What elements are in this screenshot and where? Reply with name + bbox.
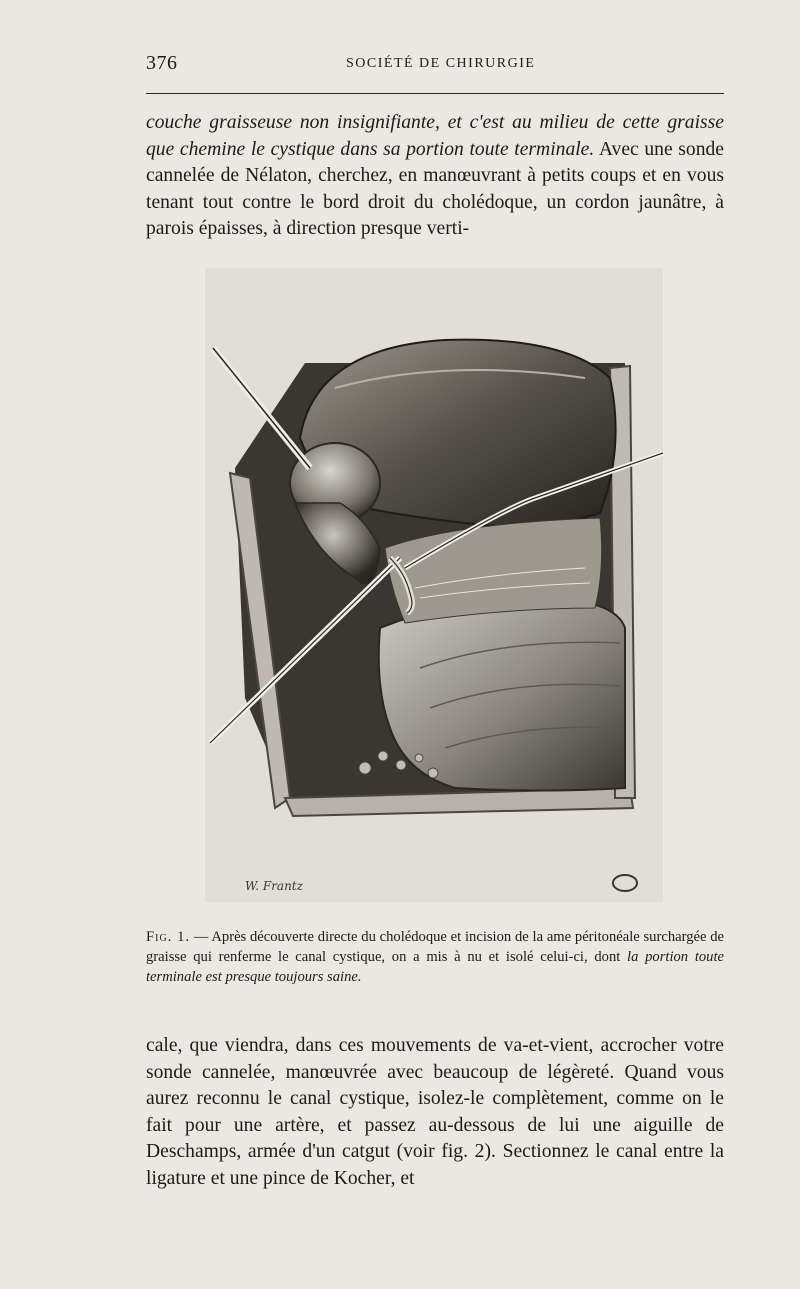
- figure-label: Fig. 1.: [146, 929, 191, 945]
- paragraph-top: [146, 110, 724, 243]
- page-header: [146, 52, 724, 82]
- artist-signature: W. Frantz: [245, 879, 303, 893]
- page-number: 376: [146, 52, 178, 74]
- running-head: SOCIÉTÉ DE CHIRURGIE: [346, 56, 536, 71]
- body-text-top: [146, 110, 724, 243]
- figure-caption: [146, 927, 724, 987]
- operative-field: [205, 268, 663, 902]
- italic-phrase: couche graisseuse non insignifiante, et c'est au milieu de cette graisse que chemine le cystique dans sa portion toute terminale.: [146, 112, 724, 160]
- caption-text: — Après découverte directe du cholédoque et incision de la ame péritonéale surchargée de graisse qui renferme le canal cystique, on a mis à nu et isolé celui-ci, dont: [146, 929, 724, 965]
- body-text-bottom: [146, 1033, 724, 1192]
- regular-text: Avec une sonde cannelée de Nélaton, cherchez, en manœuvrant à petits coups et en vous tenant tout contre le bord droit du cholédoque, un cordon jaunâtre, à parois épaisses, à direction presque verti-: [146, 138, 724, 239]
- surgical-illustration: [205, 268, 663, 902]
- caption-italic: la portion toute terminale est presque toujours saine.: [146, 949, 724, 985]
- header-rule: [146, 93, 724, 94]
- paragraph-bottom: cale, que viendra, dans ces mouvements de va-et-vient, accrocher votre sonde cannelée, manœuvrée avec beaucoup de légèreté. Quand vous aurez reconnu le canal cystique, isolez-le complètement, comme on le fait pour une artère, et passez au-dessous de lui une aiguille de Deschamps, armée d'un catgut (voir fig. 2). Sectionnez le canal entre la ligature et une pince de Kocher, et: [146, 1035, 724, 1189]
